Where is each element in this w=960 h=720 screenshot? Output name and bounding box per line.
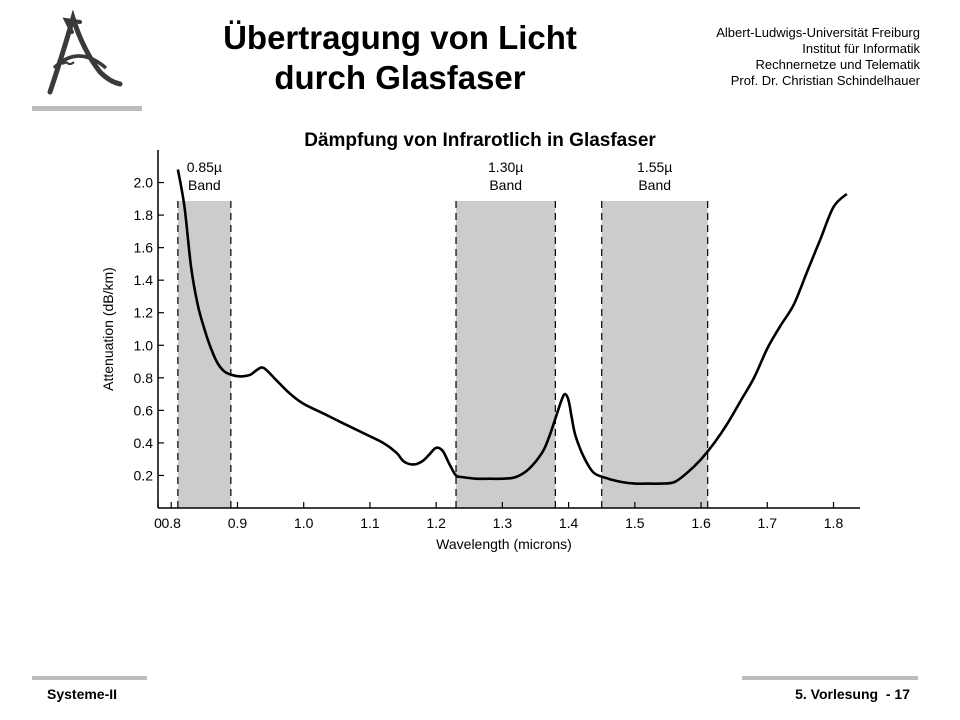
- x-tick-label: 1.4: [558, 515, 579, 531]
- y-tick-label: 0.4: [133, 434, 153, 451]
- x-tick-label: 0: [154, 515, 162, 531]
- x-axis-label: Wavelength (microns): [436, 536, 572, 552]
- y-tick-label: 2.0: [133, 174, 153, 191]
- band-label-wavelength-2: 1.55µ: [637, 159, 673, 175]
- slide-title-line1: Übertragung von Licht: [223, 19, 577, 56]
- x-tick-label: 1.8: [823, 515, 844, 531]
- y-axis-label: Attenuation (dB/km): [100, 267, 116, 391]
- y-tick-label: 1.0: [133, 337, 153, 354]
- band-label-wavelength-1: 1.30µ: [488, 159, 524, 175]
- x-tick-label: 1.1: [360, 515, 380, 531]
- x-tick-label: 1.5: [625, 515, 645, 531]
- band-area-0: [178, 201, 231, 508]
- footer-rule-left: [32, 676, 147, 680]
- y-tick-label: 1.2: [133, 304, 153, 321]
- x-tick-label: 1.0: [293, 515, 314, 531]
- footer-rule-right: [742, 676, 918, 680]
- institution-line: Rechnernetze und Telematik: [755, 57, 920, 72]
- institution-line: Albert-Ludwigs-Universität Freiburg: [716, 25, 920, 40]
- x-tick-label: 1.2: [426, 515, 446, 531]
- y-tick-label: 0.2: [133, 467, 153, 484]
- band-label-wavelength-0: 0.85µ: [186, 159, 223, 175]
- slide-title-line2: durch Glasfaser: [274, 59, 526, 96]
- y-tick-label: 1.4: [133, 272, 153, 289]
- band-area-1: [456, 201, 555, 508]
- footer-lecture-number: 5. Vorlesung - 17: [795, 686, 910, 702]
- y-tick-label: 0.6: [133, 402, 153, 419]
- chart-heading: Dämpfung von Infrarotlich in Glasfaser: [304, 130, 656, 150]
- band-label-band-0: Band: [188, 177, 221, 193]
- x-tick-label: 1.6: [691, 515, 711, 531]
- x-tick-label: 1.7: [757, 515, 778, 531]
- institution-line: Prof. Dr. Christian Schindelhauer: [730, 73, 920, 88]
- band-label-band-1: Band: [489, 177, 523, 193]
- y-tick-label: 1.8: [133, 207, 153, 224]
- y-tick-label: 1.6: [133, 239, 153, 256]
- x-tick-label: 0.9: [227, 515, 248, 531]
- band-label-band-2: Band: [638, 177, 672, 193]
- institution-line: Institut für Informatik: [802, 41, 920, 56]
- x-tick-label: 1.3: [492, 515, 513, 531]
- footer-course-name: Systeme-II: [47, 686, 118, 702]
- x-tick-label: 0.8: [161, 515, 181, 531]
- y-tick-label: 0.8: [133, 369, 153, 386]
- band-area-2: [602, 201, 708, 508]
